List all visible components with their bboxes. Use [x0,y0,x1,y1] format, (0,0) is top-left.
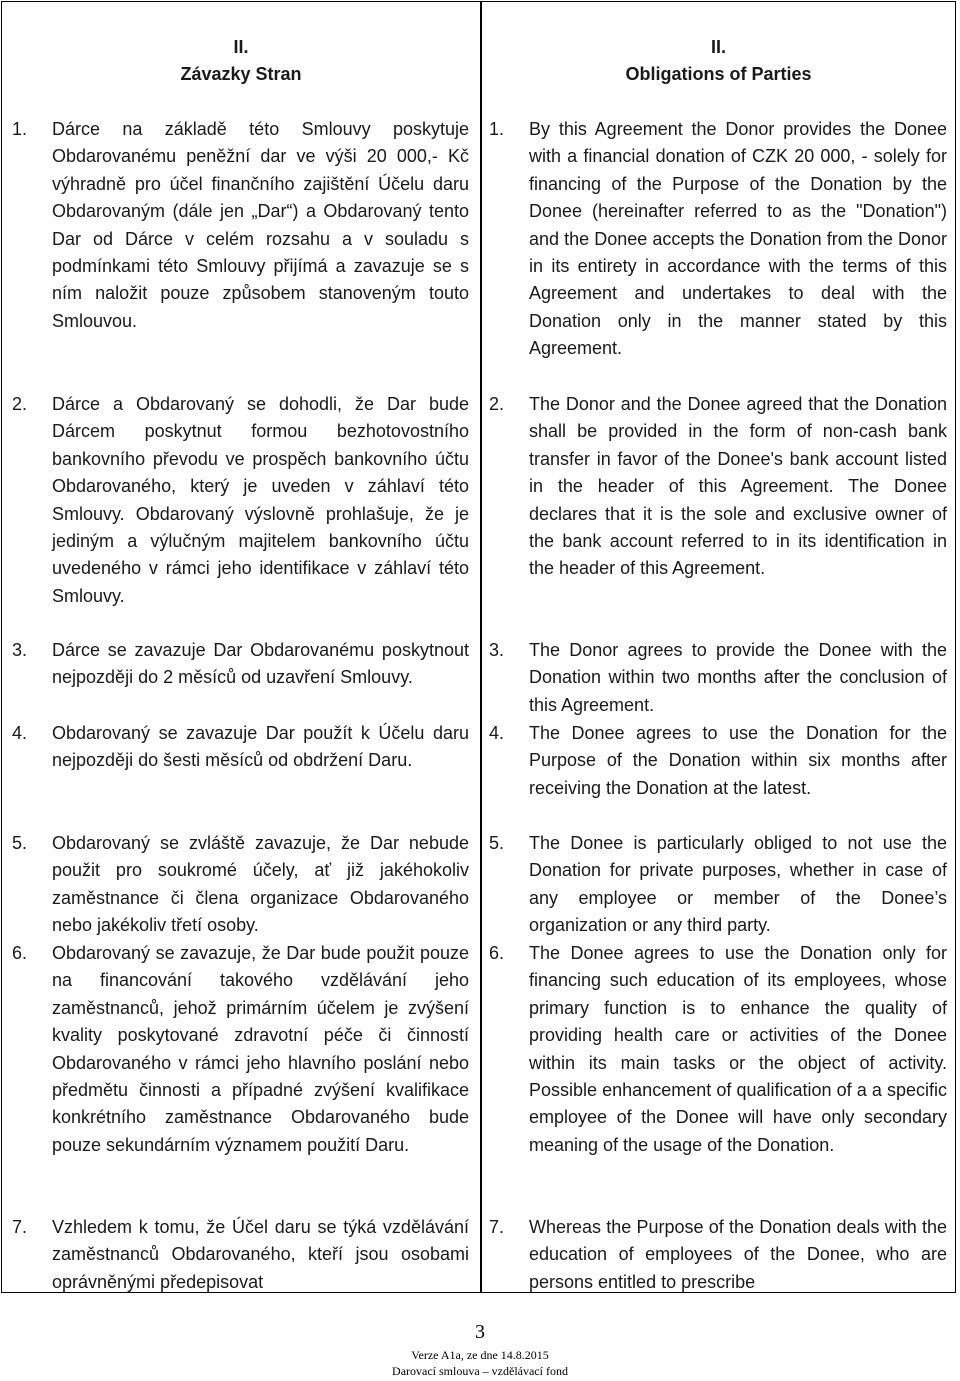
section-number: II. [710,37,726,57]
clause-text: Obdarovaný se zavazuje, že Dar bude použit pouze na financování takového vzdělávání jeho zaměstnanců, jehož primárním účelem je zvýšení kvality poskytované zdravotní péče či činností Obdarovaného v rámci jeho hlavního poslání nebo předmětu činnosti a případné zvýšení kvalifikace konkrétního zaměstnance Obdarovaného bude pouze sekundárním významem použití Daru. [52,943,469,1155]
clause-text: By this Agreement the Donor provides the Donee with a financial donation of CZK 20 000, - solely for financing of the Purpose of the Donation by the Donee (hereinafter referred to as the "Donation") and the Donee accepts the Donation from the Donor in its entirety in accordance with the terms of this Agreement and undertakes to deal with the Donation only in the manner stated by this Agreement. [529,119,947,359]
clause-text: The Donee agrees to use the Donation for the Purpose of the Donation within six months after receiving the Donation at the latest. [529,723,947,798]
clause-number: 5. [489,833,505,853]
clause-number: 3. [12,640,28,660]
page-number: 3 [475,1321,485,1343]
clause-number: 2. [12,394,28,414]
clause-number: 5. [12,833,28,853]
clause-text: The Donor and the Donee agreed that the Donation shall be provided in the form of non-cash bank transfer in favor of the Donee's bank account listed in the header of this Agreement. The Donee declares that it is the sole and exclusive owner of the bank account referred to in its identification in the header of this Agreement. [529,394,947,579]
clause-cz-1 [12,116,469,335]
czech-column [2,2,480,1292]
version-line: Verze A1a, ze dne 14.8.2015 [411,1348,549,1362]
clause-text: Obdarovaný se zvláště zavazuje, že Dar nebude použit pro soukromé účely, ať již jakéhokoliv zaměstnance či člena organizace Obdarovaného nebo jakékoliv třetí osoby. [52,833,469,936]
clause-number: 1. [12,119,28,139]
clause-text: Dárce se zavazuje Dar Obdarovanému poskytnout nejpozději do 2 měsíců od uzavření Smlouvy. [52,640,469,688]
clause-en-6 [489,940,947,1159]
clause-number: 4. [489,723,505,743]
clause-en-3 [489,637,947,719]
clause-en-7 [489,1214,947,1296]
clause-cz-2 [12,391,469,610]
document-table [1,1,956,1293]
clause-cz-5 [12,830,469,940]
clause-text: Dárce na základě této Smlouvy poskytuje Obdarovanému peněžní dar ve výši 20 000,- Kč výhradně pro účel finančního zajištění Účelu daru Obdarovaným (dále jen „Dar“) a Obdarovaný tento Dar od Dárce v celém rozsahu a v souladu s podmínkami této Smlouvy přijímá a zavazuje se s ním naložit pouze způsobem stanoveným touto Smlouvou. [52,119,469,331]
section-heading-cz [2,34,480,88]
clause-en-1 [489,116,947,363]
clause-text: Obdarovaný se zavazuje Dar použít k Účelu daru nejpozději do šesti měsíců od obdržení Daru. [52,723,469,771]
section-title: Obligations of Parties [625,64,812,84]
clause-number: 7. [12,1217,28,1237]
clause-en-4 [489,720,947,802]
clause-text: Whereas the Purpose of the Donation deals with the education of employees of the Donee, who are persons entitled to prescribe [529,1217,947,1292]
document-name: Darovací smlouva – vzdělávací fond [392,1364,568,1378]
clause-text: The Donee is particularly obliged to not use the Donation for private purposes, whether in case of any employee or member of the Donee’s organization or any third party. [529,833,947,936]
clause-cz-7 [12,1214,469,1296]
english-column [482,2,955,1292]
clause-number: 3. [489,640,505,660]
clause-text: The Donee agrees to use the Donation only for financing such education of its employees, whose primary function is to enhance the quality of providing health care or activities of the Donee within its main tasks or the object of activity. Possible enhancement of qualification of a a specific employee of the Donee will have only secondary meaning of the usage of the Donation. [529,943,947,1155]
clause-number: 6. [489,943,505,963]
clause-cz-6 [12,940,469,1159]
clause-text: The Donor agrees to provide the Donee with the Donation within two months after the conclusion of this Agreement. [529,640,947,715]
clause-number: 2. [489,394,505,414]
clause-en-5 [489,830,947,940]
section-number: II. [233,37,249,57]
clause-number: 7. [489,1217,505,1237]
clause-cz-4 [12,720,469,775]
section-title: Závazky Stran [180,64,302,84]
clause-number: 1. [489,119,505,139]
clause-text: Vzhledem k tomu, že Účel daru se týká vzdělávání zaměstnanců Obdarovaného, kteří jsou osobami oprávněnými předepisovat [52,1217,469,1292]
clause-number: 4. [12,723,28,743]
clause-number: 6. [12,943,28,963]
clause-en-2 [489,391,947,583]
clause-cz-3 [12,637,469,692]
clause-text: Dárce a Obdarovaný se dohodli, že Dar bude Dárcem poskytnut formou bezhotovostního bankovního převodu ve prospěch bankovního účtu Obdarovaného, který je uveden v záhlaví této Smlouvy. Obdarovaný výslovně prohlašuje, že je jediným a výlučným majitelem bankovního účtu uvedeného v rámci jeho identifikace v záhlaví této Smlouvy. [52,394,469,606]
section-heading-en [482,34,955,88]
